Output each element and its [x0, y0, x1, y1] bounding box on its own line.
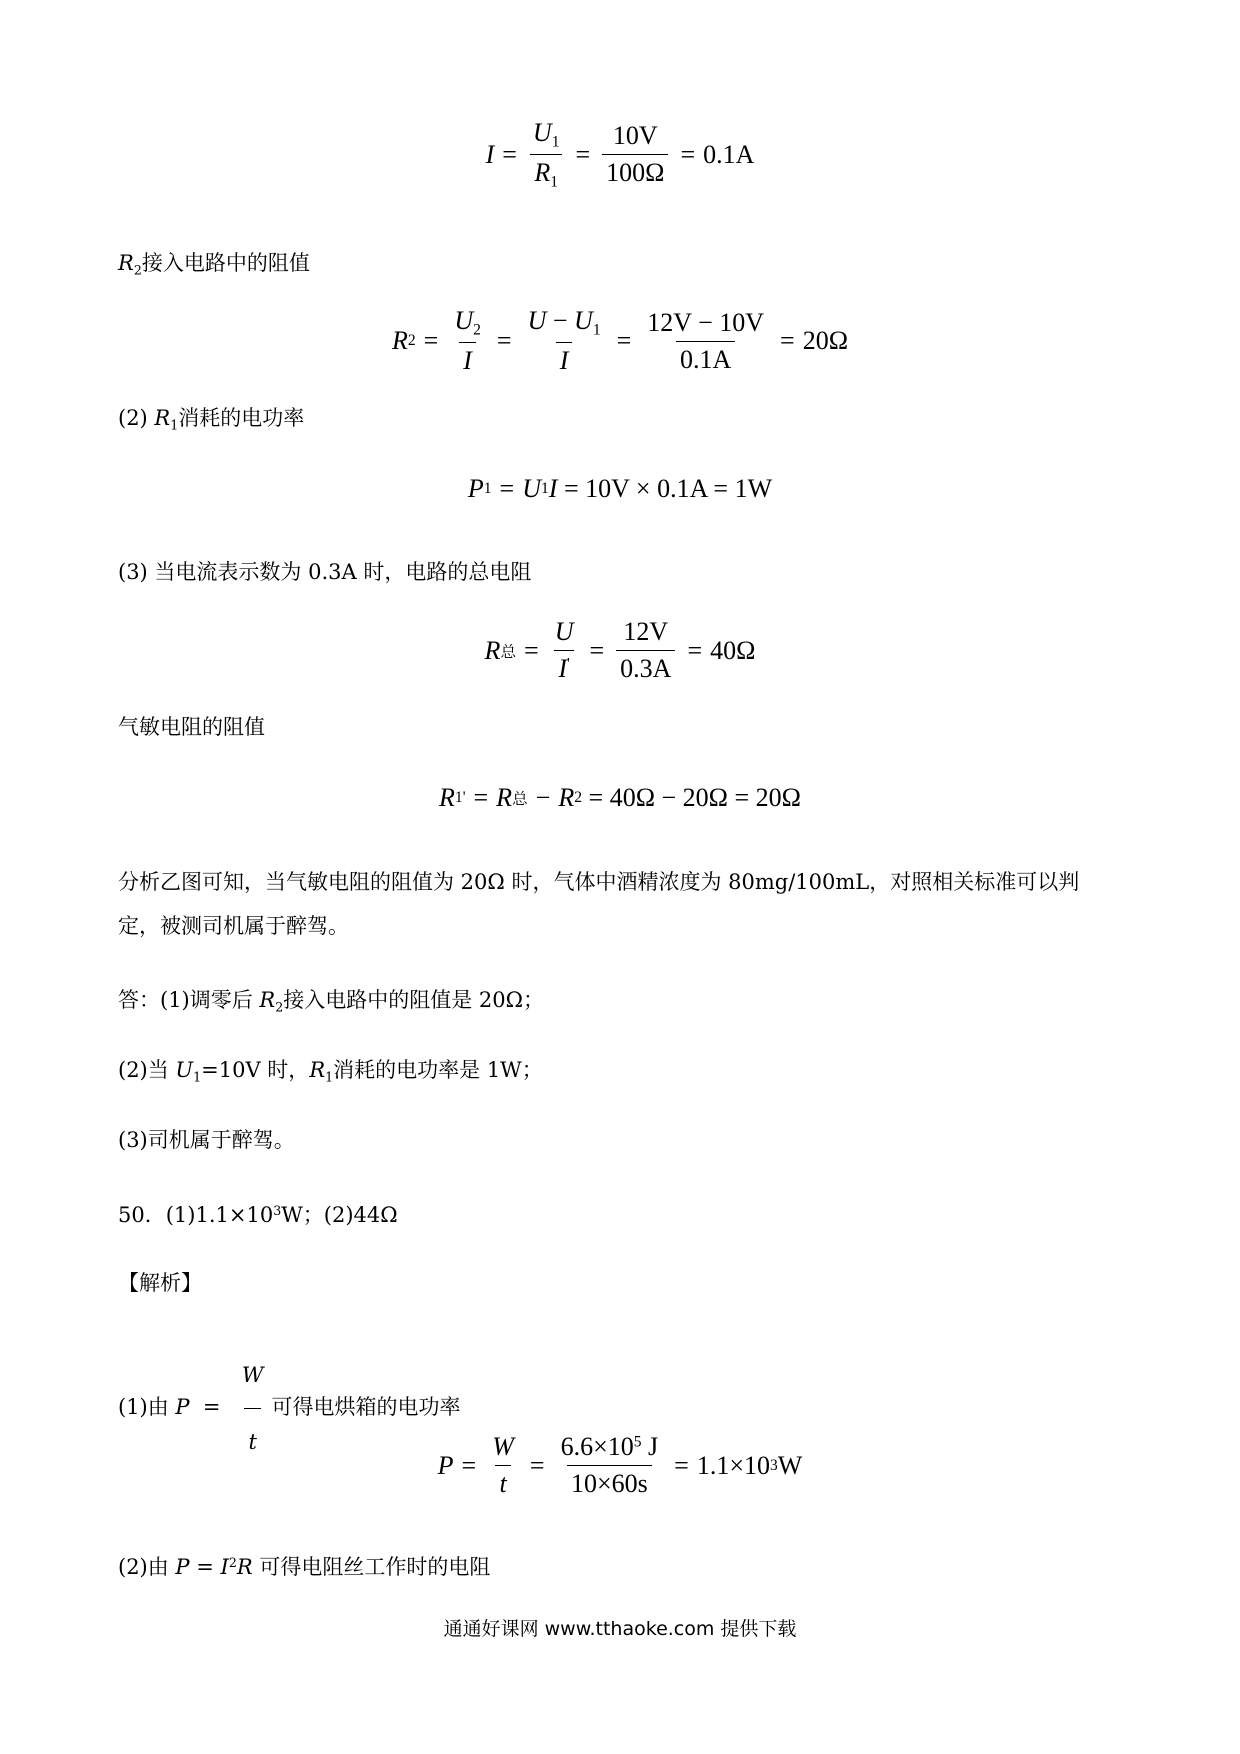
question-50-answer: 50．$(1)1.1\times 10^3W$；(2)44Ω: [118, 1202, 398, 1227]
page-footer: 通通好课网 www.tthaoke.com 提供下载: [443, 1618, 797, 1640]
gas-resistor-intro: 气敏电阻的阻值: [118, 715, 265, 739]
equation-p1: P 1 = U 1 I = 10V × 0.1A = 1W: [467, 474, 773, 503]
equation-power: P = $\frac{W}{t}$ = $\frac{6.6\times 10^5 J}{10\times 60s}$ = 1.1×10 3 W: [437, 1432, 803, 1498]
step-1-line: (1)由 P = $\frac{W}{t}$ 可得电烘箱的电功率: [118, 1345, 460, 1472]
total-resistance-intro: (3) 当电流表示数为 0.3A 时，电路的总电阻: [118, 560, 532, 584]
equation-r2: R 2 = $\frac{U_2}{I}$ = $\frac{U - U_1}{I}$ = $\frac{12V - 10V}{0.1A}$ = 20Ω: [391, 306, 849, 376]
answer-line-2: (2)当 $U_1=10V$ 时，$R_1$消耗的电功率是 1W；: [118, 1058, 543, 1085]
equation-gas-resistor: R 1 ' = R 总 − R 2 = 40Ω − 20Ω = 20Ω: [439, 783, 801, 812]
p1-intro-line: (2) $R_1$消耗的电功率: [118, 406, 305, 433]
r2-intro-line: $R_2$接入电路中的阻值: [118, 251, 310, 278]
answer-line-1: 答：(1)调零后 $R_2$接入电路中的阻值是 20Ω；: [118, 988, 545, 1015]
analysis-heading: 【解析】: [118, 1271, 202, 1295]
equation-total-resistance: R 总 = $\frac{U}{I'}$ = $\frac{12V}{0.3A}$ = 40Ω: [484, 617, 756, 683]
equation-current: I = $\frac{U_1}{R_1}$ = $\frac{10V}{100\Omega}$ = 0.1A: [485, 118, 755, 191]
step-2-line: (2)由 $P = I^2R$ 可得电阻丝工作时的电阻: [118, 1554, 491, 1579]
analysis-paragraph: 分析乙图可知，当气敏电阻的阻值为 20Ω 时，气体中酒精浓度为 80mg/100mL，对照相关标准可以判定，被测司机属于醉驾。: [118, 870, 1080, 938]
answer-line-3: (3)司机属于醉驾。: [118, 1128, 295, 1152]
